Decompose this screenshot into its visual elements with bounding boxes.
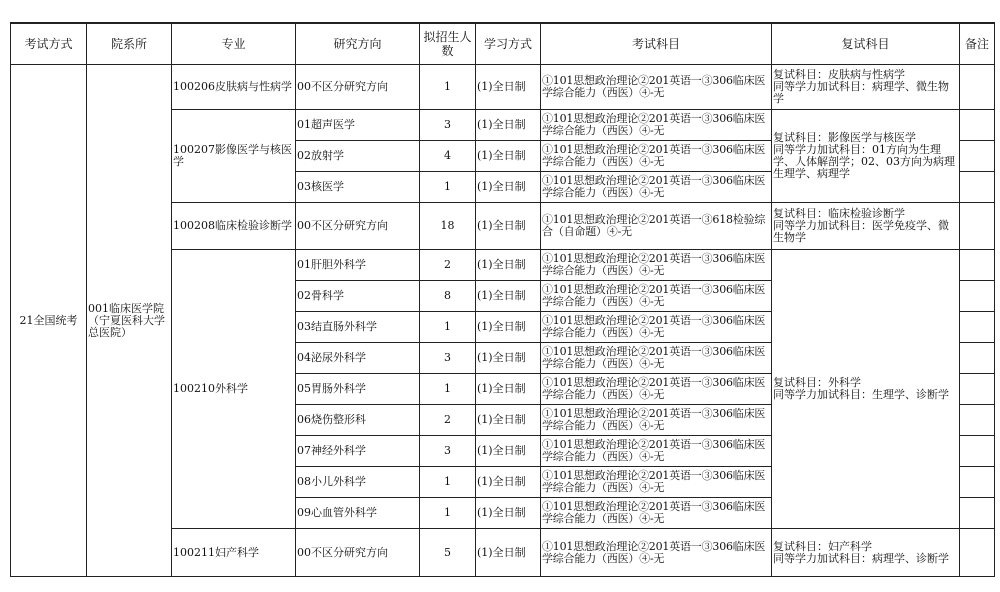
remarks-cell	[960, 498, 995, 529]
quota-cell: 1	[420, 467, 476, 498]
header-exam-mode: 考试方式	[11, 23, 87, 65]
retest-subjects-cell: 复试科目：临床检验诊断学 同等学力加试科目：医学免疫学、微生物学	[772, 203, 960, 250]
exam-subjects-cell: ①101思想政治理论②201英语一③306临床医学综合能力（西医）④-无	[541, 281, 772, 312]
study-mode-cell: (1)全日制	[476, 110, 541, 141]
direction-cell: 03结直肠外科学	[296, 312, 420, 343]
study-mode-cell: (1)全日制	[476, 141, 541, 172]
quota-cell: 1	[420, 312, 476, 343]
study-mode-cell: (1)全日制	[476, 312, 541, 343]
remarks-cell	[960, 172, 995, 203]
major-cell: 100210外科学	[172, 250, 296, 529]
study-mode-cell: (1)全日制	[476, 172, 541, 203]
direction-cell: 00不区分研究方向	[296, 65, 420, 110]
exam-subjects-cell: ①101思想政治理论②201英语一③306临床医学综合能力（西医）④-无	[541, 374, 772, 405]
exam-subjects-cell: ①101思想政治理论②201英语一③618检验综合（自命题）④-无	[541, 203, 772, 250]
header-exam-subjects: 考试科目	[541, 23, 772, 65]
remarks-cell	[960, 110, 995, 141]
admission-table	[10, 22, 995, 577]
quota-cell: 1	[420, 172, 476, 203]
study-mode-cell: (1)全日制	[476, 498, 541, 529]
study-mode-cell: (1)全日制	[476, 281, 541, 312]
remarks-cell	[960, 343, 995, 374]
quota-cell: 8	[420, 281, 476, 312]
exam-subjects-cell: ①101思想政治理论②201英语一③306临床医学综合能力（西医）④-无	[541, 436, 772, 467]
quota-cell: 5	[420, 529, 476, 577]
exam-subjects-cell: ①101思想政治理论②201英语一③306临床医学综合能力（西医）④-无	[541, 65, 772, 110]
table-row	[11, 65, 995, 110]
exam-subjects-cell: ①101思想政治理论②201英语一③306临床医学综合能力（西医）④-无	[541, 141, 772, 172]
study-mode-cell: (1)全日制	[476, 529, 541, 577]
direction-cell: 00不区分研究方向	[296, 529, 420, 577]
quota-cell: 3	[420, 343, 476, 374]
major-cell: 100211妇产科学	[172, 529, 296, 577]
direction-cell: 01超声医学	[296, 110, 420, 141]
quota-cell: 2	[420, 405, 476, 436]
major-cell: 100207影像医学与核医学	[172, 110, 296, 203]
exam-subjects-cell: ①101思想政治理论②201英语一③306临床医学综合能力（西医）④-无	[541, 312, 772, 343]
exam-subjects-cell: ①101思想政治理论②201英语一③306临床医学综合能力（西医）④-无	[541, 498, 772, 529]
exam-mode-cell: 21全国统考	[11, 65, 87, 577]
remarks-cell	[960, 374, 995, 405]
remarks-cell	[960, 436, 995, 467]
quota-cell: 18	[420, 203, 476, 250]
quota-cell: 3	[420, 110, 476, 141]
direction-cell: 00不区分研究方向	[296, 203, 420, 250]
direction-cell: 01肝胆外科学	[296, 250, 420, 281]
quota-cell: 1	[420, 498, 476, 529]
quota-cell: 1	[420, 65, 476, 110]
study-mode-cell: (1)全日制	[476, 467, 541, 498]
quota-cell: 3	[420, 436, 476, 467]
remarks-cell	[960, 281, 995, 312]
study-mode-cell: (1)全日制	[476, 343, 541, 374]
quota-cell: 1	[420, 374, 476, 405]
exam-subjects-cell: ①101思想政治理论②201英语一③306临床医学综合能力（西医）④-无	[541, 343, 772, 374]
exam-subjects-cell: ①101思想政治理论②201英语一③306临床医学综合能力（西医）④-无	[541, 467, 772, 498]
direction-cell: 08小儿外科学	[296, 467, 420, 498]
retest-subjects-cell: 复试科目：影像医学与核医学 同等学力加试科目：01方向为生理学、人体解剖学；02、03方向为病理生理学、病理学	[772, 110, 960, 203]
header-department: 院系所	[87, 23, 172, 65]
retest-subjects-cell: 复试科目：皮肤病与性病学 同等学力加试科目：病理学、微生物学	[772, 65, 960, 110]
exam-subjects-cell: ①101思想政治理论②201英语一③306临床医学综合能力（西医）④-无	[541, 172, 772, 203]
remarks-cell	[960, 203, 995, 250]
header-major: 专业	[172, 23, 296, 65]
remarks-cell	[960, 405, 995, 436]
remarks-cell	[960, 312, 995, 343]
department-cell: 001临床医学院（宁夏医科大学总医院）	[87, 65, 172, 577]
header-retest-subjects: 复试科目	[772, 23, 960, 65]
direction-cell: 09心血管外科学	[296, 498, 420, 529]
exam-subjects-cell: ①101思想政治理论②201英语一③306临床医学综合能力（西医）④-无	[541, 529, 772, 577]
study-mode-cell: (1)全日制	[476, 374, 541, 405]
study-mode-cell: (1)全日制	[476, 250, 541, 281]
direction-cell: 07神经外科学	[296, 436, 420, 467]
direction-cell: 05胃肠外科学	[296, 374, 420, 405]
quota-cell: 2	[420, 250, 476, 281]
exam-subjects-cell: ①101思想政治理论②201英语一③306临床医学综合能力（西医）④-无	[541, 250, 772, 281]
study-mode-cell: (1)全日制	[476, 203, 541, 250]
major-cell: 100206皮肤病与性病学	[172, 65, 296, 110]
exam-subjects-cell: ①101思想政治理论②201英语一③306临床医学综合能力（西医）④-无	[541, 110, 772, 141]
header-study-mode: 学习方式	[476, 23, 541, 65]
table-body	[11, 65, 995, 577]
retest-subjects-cell: 复试科目：妇产科学 同等学力加试科目：病理学、诊断学	[772, 529, 960, 577]
remarks-cell	[960, 65, 995, 110]
remarks-cell	[960, 529, 995, 577]
remarks-cell	[960, 467, 995, 498]
header-remarks: 备注	[960, 23, 995, 65]
retest-subjects-cell: 复试科目：外科学 同等学力加试科目：生理学、诊断学	[772, 250, 960, 529]
study-mode-cell: (1)全日制	[476, 65, 541, 110]
direction-cell: 02骨科学	[296, 281, 420, 312]
study-mode-cell: (1)全日制	[476, 436, 541, 467]
header-row	[11, 23, 995, 65]
study-mode-cell: (1)全日制	[476, 405, 541, 436]
direction-cell: 03核医学	[296, 172, 420, 203]
header-direction: 研究方向	[296, 23, 420, 65]
remarks-cell	[960, 141, 995, 172]
quota-cell: 4	[420, 141, 476, 172]
direction-cell: 02放射学	[296, 141, 420, 172]
admission-table-container	[10, 22, 995, 577]
major-cell: 100208临床检验诊断学	[172, 203, 296, 250]
direction-cell: 04泌尿外科学	[296, 343, 420, 374]
remarks-cell	[960, 250, 995, 281]
direction-cell: 06烧伤整形科	[296, 405, 420, 436]
header-quota: 拟招生人数	[420, 23, 476, 65]
exam-subjects-cell: ①101思想政治理论②201英语一③306临床医学综合能力（西医）④-无	[541, 405, 772, 436]
